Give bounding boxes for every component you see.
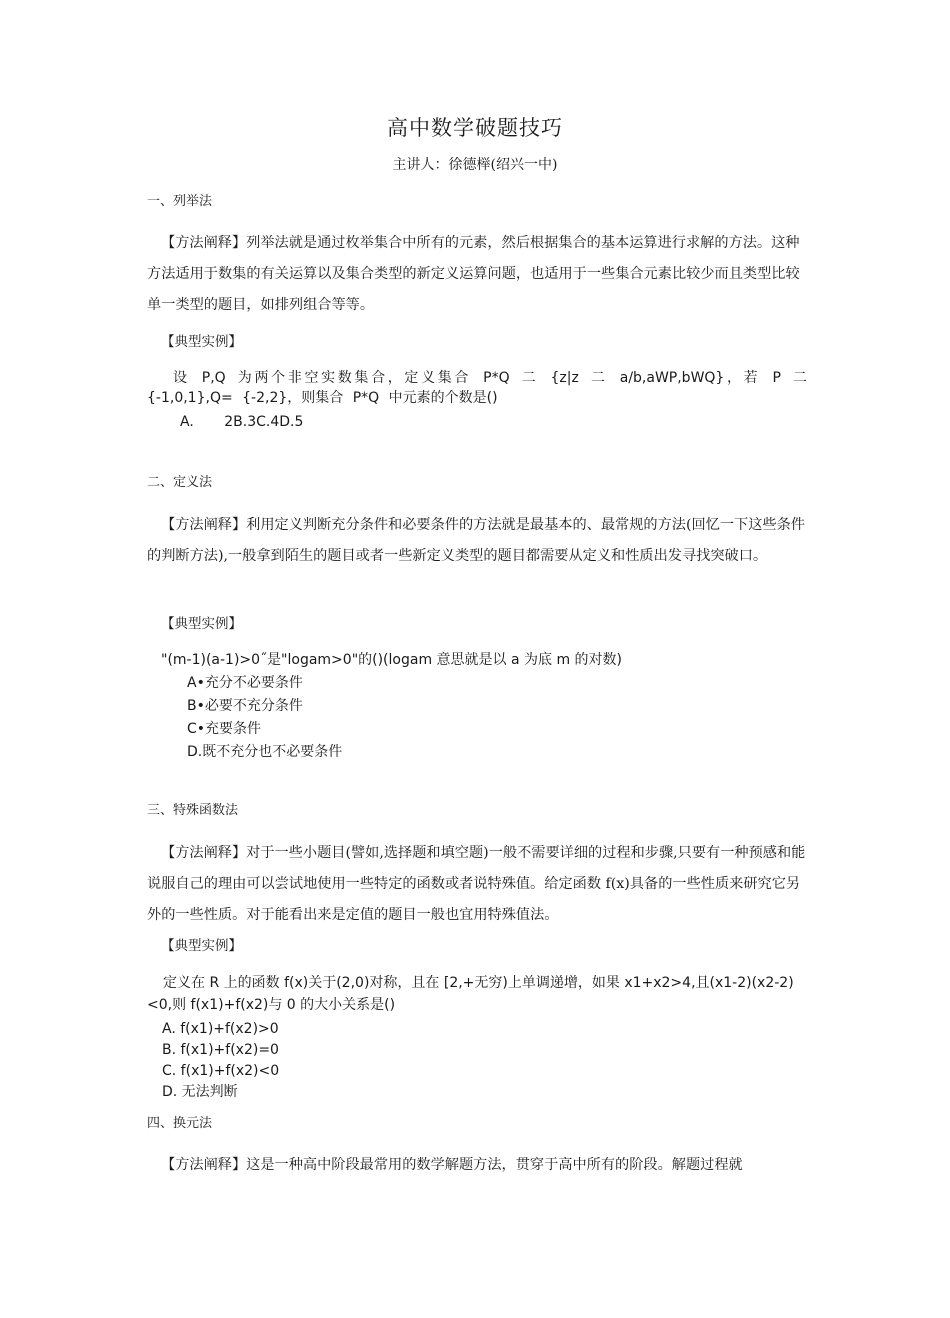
option-d: D. 无法判断	[162, 1084, 238, 1100]
section-heading-special-function: 三、特殊函数法	[147, 803, 239, 818]
method-paragraph-substitution: 【方法阐释】这是一种高中阶段最常用的数学解题方法，贯穿于高中所有的阶段。解题过程就	[161, 1157, 743, 1173]
options-special-function	[162, 1019, 279, 1103]
options-definition	[187, 672, 342, 764]
method-paragraph-enumeration: 【方法阐释】列举法就是通过枚举集合中所有的元素，然后根据集合的基本运算进行求解的方法。这种方法适用于数集的有关运算以及集合类型的新定义运算问题，也适用于一些集合元素比较少而且类型比较单一类型的题目，如排列组合等等。	[147, 235, 800, 313]
option-b: B•必要不充分条件	[187, 698, 303, 714]
question-enumeration: 设 P,Q 为两个非空实数集合，定义集合 P*Q 二 {z|z 二 a/b,aWP,bWQ}，若 P 二 {-1,0,1},Q= {-2,2}，则集合 P*Q 中元素的个数是()	[147, 370, 807, 406]
example-tag-special-function: 【典型实例】	[161, 938, 242, 954]
option-rest: 2B.3C.4D.5	[224, 414, 304, 430]
example-tag-definition: 【典型实例】	[161, 616, 242, 632]
options-enumeration	[180, 414, 329, 430]
method-paragraph-definition: 【方法阐释】利用定义判断充分条件和必要条件的方法就是最基本的、最常规的方法(回忆一下这些条件的判断方法),一般拿到陌生的题目或者一些新定义类型的题目都需要从定义和性质出发寻找突破口。	[147, 517, 805, 564]
option-c: C. f(x1)+f(x2)<0	[162, 1063, 280, 1079]
option-d: D.既不充分也不必要条件	[187, 744, 343, 760]
section-heading-enumeration: 一、列举法	[147, 194, 213, 209]
question-special-function: 定义在 R 上的函数 f(x)关于(2,0)对称，且在 [2,+无穷)上单调递增，如果 x1+x2>4,且(x1-2)(x2-2)<0,则 f(x1)+f(x2)与 0 的大小关系是()	[147, 975, 794, 1013]
section-heading-definition: 二、定义法	[147, 475, 213, 490]
option-c: C•充要条件	[187, 721, 262, 737]
option-a: A•充分不必要条件	[187, 675, 303, 691]
option-b: B. f(x1)+f(x2)=0	[162, 1042, 279, 1058]
document-subtitle: 主讲人：徐德榉(绍兴一中)	[392, 157, 558, 173]
example-tag-enumeration: 【典型实例】	[161, 334, 242, 350]
document-title: 高中数学破题技巧	[387, 116, 563, 140]
method-paragraph-special-function: 【方法阐释】对于一些小题目(譬如,选择题和填空题)一般不需要详细的过程和步骤,只要有一种预感和能说服自己的理由可以尝试地使用一些特定的函数或者说特殊值。给定函数 f(x)具备的一些性质来研究它另外的一些性质。对于能看出来是定值的题目一般也宜用特殊值法。	[147, 845, 806, 923]
option-a: A.	[180, 414, 194, 430]
option-a: A. f(x1)+f(x2)>0	[162, 1021, 279, 1037]
section-heading-substitution: 四、换元法	[147, 1116, 213, 1131]
question-definition: "(m-1)(a-1)>0˝是"logam>0"的()(logam 意思就是以 a 为底 m 的对数)	[161, 652, 623, 668]
